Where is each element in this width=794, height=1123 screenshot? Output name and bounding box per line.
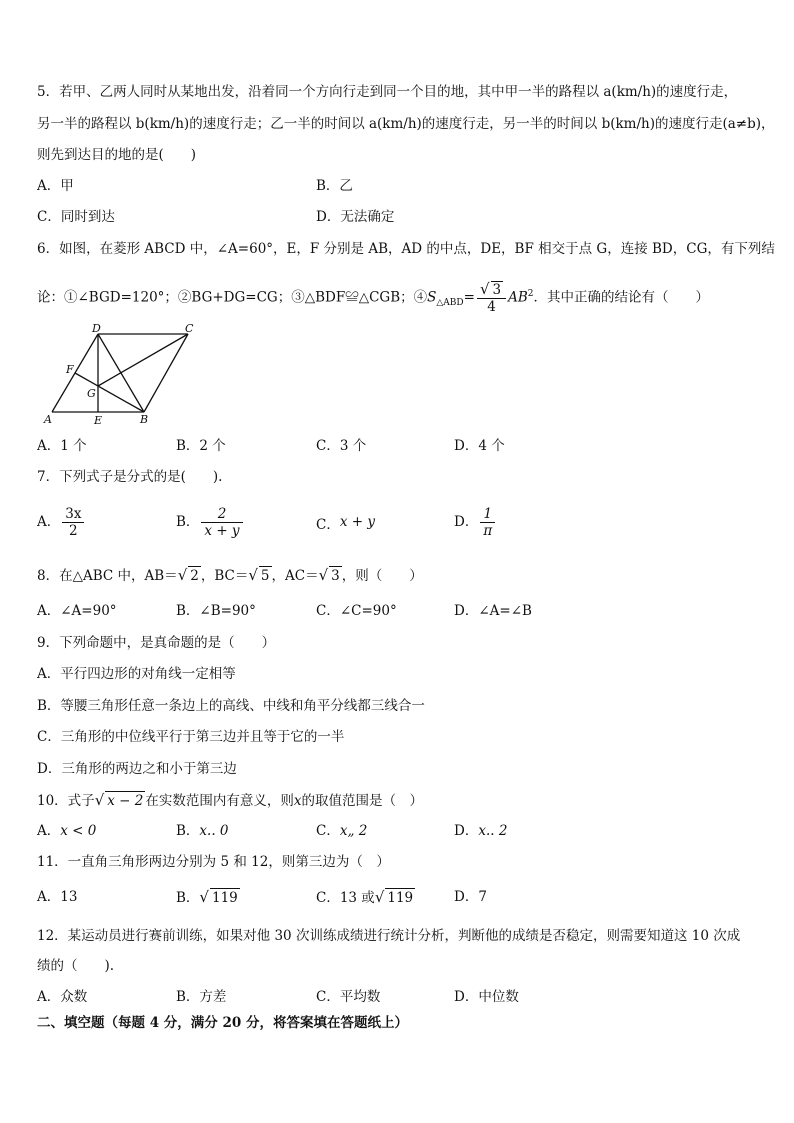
q8-option-c: C．∠C=90° [316,603,397,619]
q6-equals: = [463,289,475,306]
q11-option-d: D．7 [454,889,487,905]
q9-stem: 9．下列命题中，是真命题的是（ ） [37,635,276,651]
label-b: B [140,413,149,426]
q6-line1: 6．如图，在菱形 ABCD 中，∠A=60°，E，F 分别是 AB，AD 的中点，DE，BF 相交于点 G，连接 BD，CG，有下列结 [37,241,775,257]
q7-option-a: A． $\frac{3x}{2}$ [37,504,86,540]
q7-option-d: D． $\frac{1}{\pi}$ [454,504,497,540]
label-g: G [87,387,96,400]
q9-option-d: D．三角形的两边之和小于第三边 [37,761,237,777]
q5-line2: 另一半的路程以 b(km/h)的速度行走；乙一半的时间以 a(km/h)的速度行走，另一半的时间以 b(km/h)的速度行走(a≠b)， [37,116,775,132]
label-e: E [94,414,103,427]
q8-option-a: A．∠A=90° [37,603,117,619]
q6-option-a: A．1 个 [37,438,87,454]
q5-option-c: C．同时到达 [37,209,115,225]
q12-option-d: D．中位数 [454,989,519,1005]
q6-option-d: D．4 个 [454,438,505,454]
q12-option-c: C．平均数 [316,989,381,1005]
q12-option-b: B．方差 [176,989,227,1005]
q5-line1: 5．若甲、乙两人同时从某地出发，沿着同一个方向行走到同一个目的地，其中甲一半的路程以 a(km/h)的速度行走， [37,84,738,100]
q11-stem: 11．一直角三角形两边分别为 5 和 12，则第三边为（ ） [37,854,390,870]
q10-option-a: A．x < 0 [37,823,97,839]
q6-line2-end: ．其中正确的结论有（ ） [533,289,710,306]
q5-option-b: B．乙 [316,178,353,194]
q11-option-a: A．13 [37,889,78,905]
q12-line2: 绩的（ ). [37,958,115,974]
q10-option-c: C．x„ 2 [316,823,368,839]
q7-option-c: C．x + y [316,514,375,533]
q9-option-c: C．三角形的中位线平行于第三边并且等于它的一半 [37,729,345,745]
q6-line2-start: 论：①∠BGD=120°；②BG+DG=CG；③△BDF≌△CGB；④ [37,289,428,306]
q5-option-d: D．无法确定 [316,209,395,225]
q10-option-d: D．x.. 2 [454,823,508,839]
label-f: F [66,363,74,376]
section-heading-fill-in: 二、填空题（每题 4 分，满分 20 分，将答案填在答题纸上） [37,1015,408,1031]
q12-line1: 12．某运动员进行赛前训练，如果对他 30 次训练成绩进行统计分析，判断他的成绩是否稳定，则需要知道这 10 次成 [37,928,741,944]
q10-stem: 10．式子√ x − 2 在实数范围内有意义，则x的取值范围是（ ） [37,791,423,809]
q11-option-b: B．√ 119 [176,888,238,906]
q11-option-c: C．13 或√ 119 [316,888,414,906]
q12-option-a: A．众数 [37,989,88,1005]
q8-option-b: B．∠B=90° [176,603,256,619]
q5-option-a: A．甲 [37,178,74,194]
q6-option-b: B．2 个 [176,438,226,454]
label-c: C [185,322,194,335]
label-d: D [92,322,101,335]
rhombus-figure [40,322,200,427]
q6-area-symbol: S [427,289,437,306]
q7-option-b: B． $\frac{2}{x + y}$ [176,504,245,540]
q6-option-c: C．3 个 [316,438,367,454]
q7-stem: 7．下列式子是分式的是( ). [37,469,223,485]
q6-ab-exponent: 2 [527,289,534,299]
q6-area-fraction: $\frac{√ 3}{4}$ [477,281,506,315]
q9-option-a: A．平行四边形的对角线一定相等 [37,666,236,682]
q5-line3: 则先到达目的地的是( ) [37,147,197,163]
q6-line2 [37,276,709,321]
segment-cg [98,334,188,386]
label-a: A [44,413,52,426]
side-bc [144,334,188,412]
q8-stem: 8．在△ABC 中，AB＝√ 2 ，BC＝√ 5 ，AC＝√ 3 ，则（ ） [37,566,423,584]
q10-option-b: B．x.. 0 [176,823,229,839]
q9-option-b: B．等腰三角形任意一条边上的高线、中线和角平分线都三线合一 [37,698,425,714]
q6-area-subscript: △ABD [436,298,464,309]
q8-option-d: D．∠A=∠B [454,603,532,619]
q6-ab: AB [508,289,528,306]
